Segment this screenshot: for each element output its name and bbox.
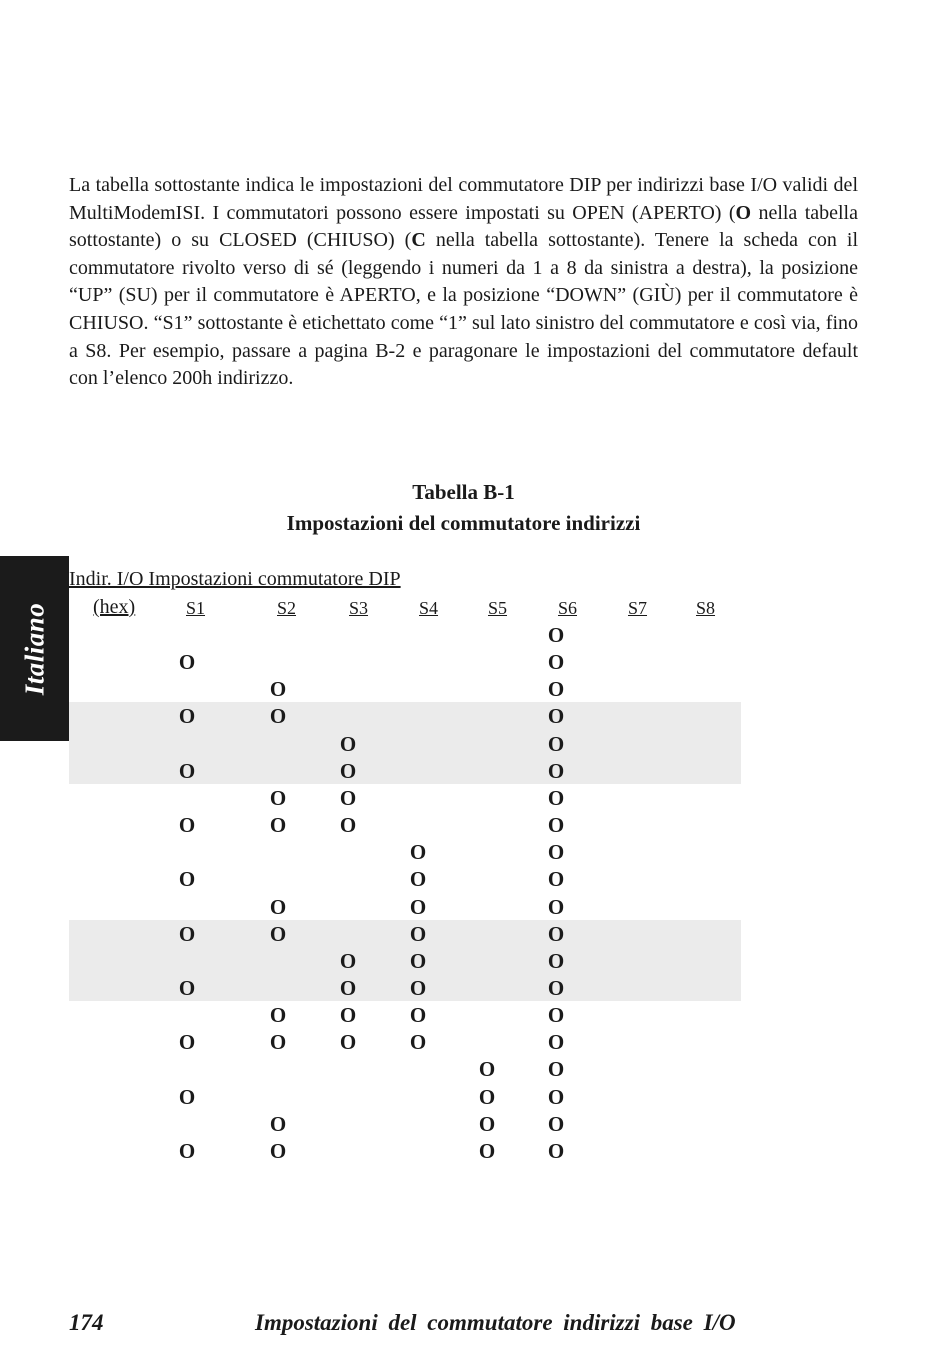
column-header-s1: S1 [186,598,206,618]
table-number: Tabella B-1 [412,480,515,504]
switch-open-mark: O [269,1111,287,1136]
language-side-tab [0,556,69,741]
column-header-s4: S4 [419,598,439,618]
switch-open-mark: O [178,975,196,1000]
switch-open-mark: O [269,894,287,919]
switch-open-mark: O [269,704,287,729]
switch-open-mark: O [269,813,287,838]
switch-open-mark: O [339,813,357,838]
intro-open-letter: O [735,201,752,224]
intro-text-3: nella tabella sottostante). Tenere la scheda con il commutatore rivolto verso di sé (leggendo i numeri da 1 a 8 da sinistra a destra), la posizione “UP” (SU) per il commutatore è APERTO, e la posizione “DOWN” (GIÙ) per il commutatore è CHIUSO. “S1” sottostante è etichettato come “1” sul lato sinistro del commutatore e così via, fino a S8. Per esempio, passare a pagina B-2 e paragonare le impostazioni del commutatore default con l’elenco 200h indirizzo. [69,229,858,390]
switch-open-mark: O [339,975,357,1000]
switch-open-mark: O [547,1030,565,1055]
switch-open-mark: O [178,758,196,783]
switch-open-mark: O [339,785,357,810]
column-header-s5: S5 [488,598,508,618]
switch-open-mark: O [269,921,287,946]
switch-open-mark: O [178,650,196,675]
switch-open-mark: O [547,1057,565,1082]
side-tab-label: Italiano [19,602,49,695]
switch-open-mark: O [547,758,565,783]
page-number: 174 [69,1310,104,1335]
switch-open-mark: O [269,1030,287,1055]
switch-open-mark: O [547,1084,565,1109]
switch-open-mark: O [409,921,427,946]
column-header-s8: S8 [696,598,716,618]
column-header-s6: S6 [558,598,578,618]
table-header-address: Indir. I/O Impostazioni commutatore DIP [69,568,401,590]
switch-open-mark: O [409,1003,427,1028]
switch-open-mark: O [547,731,565,756]
switch-open-mark: O [547,1003,565,1028]
switch-open-mark: O [339,948,357,973]
switch-open-mark: O [547,921,565,946]
intro-paragraph [69,172,858,393]
intro-text-1: La tabella sottostante indica le impostazioni del commutatore DIP per indirizzi base I/O validi del MultiModemISI. I commutatori possono essere impostati su OPEN (APERTO) ( [69,174,858,224]
switch-open-mark: O [478,1057,496,1082]
switch-open-mark: O [178,813,196,838]
switch-open-mark: O [178,1084,196,1109]
table-caption: Impostazioni del commutatore indirizzi [286,511,641,535]
switch-open-mark: O [409,867,427,892]
switch-open-mark: O [409,1030,427,1055]
switch-open-mark: O [547,623,565,647]
shaded-row-band [69,702,741,783]
switch-open-mark: O [478,1138,496,1163]
intro-text-2: nella tabella sottostante) o su CLOSED (CHIUSO) ( [69,201,858,252]
switch-open-mark: O [547,867,565,892]
switch-open-mark: O [547,894,565,919]
table-header-hex: (hex) [93,596,136,618]
switch-open-mark: O [409,894,427,919]
switch-open-mark: O [547,785,565,810]
switch-open-mark: O [339,758,357,783]
switch-open-mark: O [547,948,565,973]
switch-open-mark: O [478,1111,496,1136]
intro-closed-letter: C [411,229,426,252]
switch-open-mark: O [178,921,196,946]
switch-open-mark: O [269,1138,287,1163]
switch-open-mark: O [339,1003,357,1028]
switch-open-mark: O [547,840,565,865]
switch-open-mark: O [178,1138,196,1163]
column-header-s2: S2 [277,598,297,618]
switch-open-mark: O [269,677,287,702]
switch-open-mark: O [409,840,427,865]
running-footer-title: Impostazioni del commutatore indirizzi base I/O [255,1310,736,1335]
switch-open-mark: O [547,677,565,702]
switch-open-mark: O [409,975,427,1000]
switch-open-mark: O [547,650,565,675]
switch-open-mark: O [478,1084,496,1109]
switch-open-mark: O [547,1138,565,1163]
switch-open-mark: O [547,704,565,729]
switch-open-mark: O [178,867,196,892]
column-header-s3: S3 [349,598,369,618]
column-header-s7: S7 [628,598,648,618]
switch-open-mark: O [269,1003,287,1028]
switch-open-mark: O [547,975,565,1000]
switch-open-mark: O [409,948,427,973]
switch-open-mark: O [547,813,565,838]
switch-open-mark: O [339,1030,357,1055]
switch-open-mark: O [269,785,287,810]
switch-open-mark: O [178,704,196,729]
switch-open-mark: O [547,1111,565,1136]
switch-open-mark: O [178,1030,196,1055]
switch-open-mark: O [339,731,357,756]
